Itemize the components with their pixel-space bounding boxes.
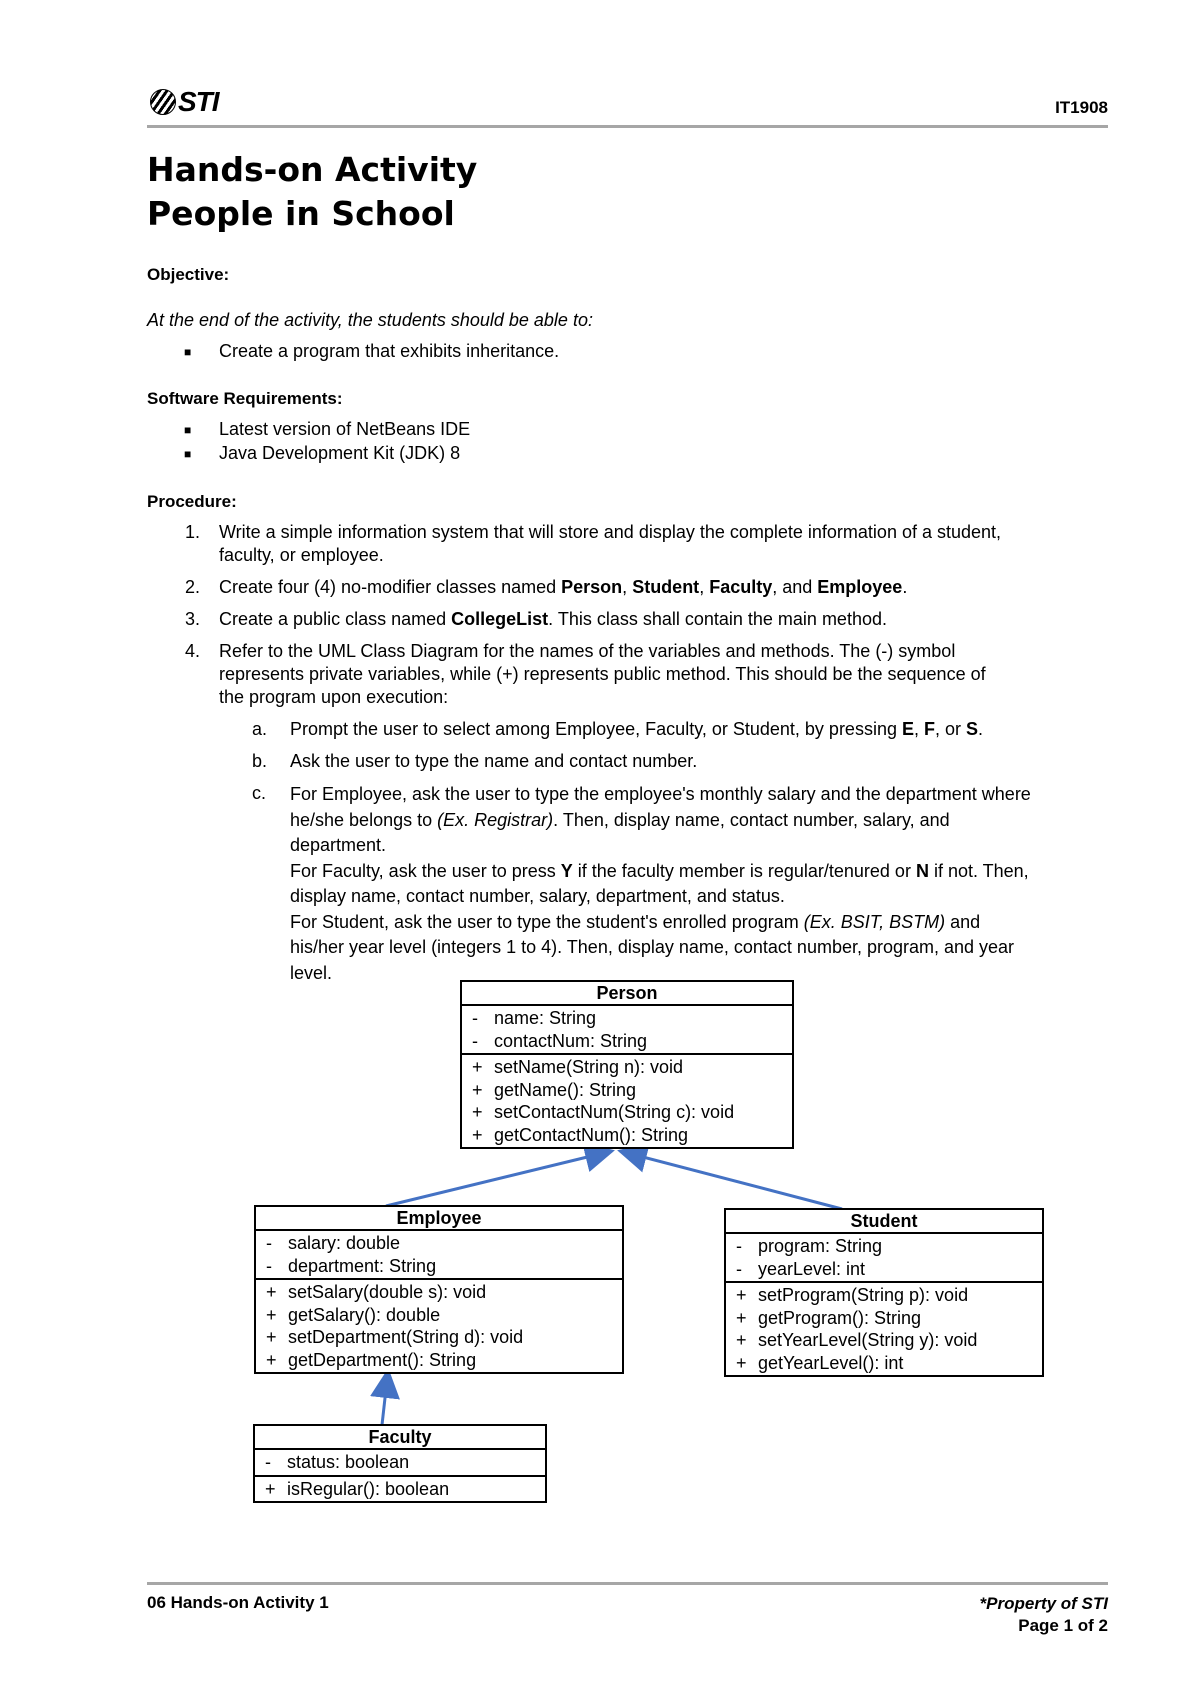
sub-letter: a. <box>252 719 268 739</box>
footer-property: *Property of STI <box>979 1594 1108 1613</box>
employee-to-person-arrow <box>386 1151 612 1206</box>
step-4c: For Employee, ask the user to type the employee's monthly salary and the department where he/she belongs to (Ex. Registrar). Then, display name, contact number, salary, and department. For Faculty, ask the user to press Y if the faculty member is regular/tenured or N if not. Then, display name, contact number, salary, department, and status. For Student, ask the user to type the student's enrolled program (Ex. BSIT, BSTM) and his/her year level (integers 1 to 4). Then, display name, contact number, program, and year level. <box>290 784 1031 983</box>
uml-class-name: Employee <box>256 1207 622 1231</box>
step-4-line-1: Refer to the UML Class Diagram for the names of the variables and methods. The (-) symbol <box>219 641 956 661</box>
uml-class-name: Student <box>726 1210 1042 1234</box>
step-4-line-2: represents private variables, while (+) represents public method. This should be the sequence of <box>219 664 986 684</box>
class-name-collegelist: CollegeList <box>451 609 549 629</box>
step-1-line-2: faculty, or employee. <box>219 545 384 565</box>
uml-class-person <box>460 980 794 1149</box>
class-name-person: Person <box>561 577 623 597</box>
class-name-faculty: Faculty <box>709 577 773 597</box>
title-line-1: Hands-on Activity <box>147 150 478 189</box>
software-item: Latest version of NetBeans IDE <box>219 419 471 439</box>
uml-class-employee <box>254 1205 624 1374</box>
sub-letter: c. <box>252 783 267 803</box>
step-2: Create four (4) no-modifier classes named Person, Student, Faculty, and Employee. <box>219 577 908 597</box>
footer-page-number: Page 1 of 2 <box>1018 1616 1108 1635</box>
bullet-icon: ■ <box>184 345 192 359</box>
step-3: Create a public class named CollegeList. This class shall contain the main method. <box>219 609 887 629</box>
class-name-student: Student <box>632 577 700 597</box>
uml-class-student <box>724 1208 1044 1377</box>
step-number: 1. <box>184 522 200 542</box>
uml-attributes: - status: boolean <box>255 1450 545 1477</box>
uml-methods: + isRegular(): boolean <box>265 1478 450 1499</box>
step-4-line-3: the program upon execution: <box>219 687 449 707</box>
uml-methods: + setSalary(double s): void + getSalary(): double + setDepartment(String d): void + getDepartment(): String <box>266 1282 524 1370</box>
step-4a: Prompt the user to select among Employee, Faculty, or Student, by pressing E, F, or S. <box>290 719 984 739</box>
course-code: IT1908 <box>1055 98 1108 117</box>
uml-methods: + setProgram(String p): void + getProgram(): String + setYearLevel(String y): void + getYearLevel(): int <box>736 1285 978 1373</box>
logo-text: STI <box>178 86 219 117</box>
uml-attributes: - salary: double - department: String <box>256 1231 622 1280</box>
student-to-person-arrow <box>620 1151 842 1209</box>
uml-methods: + setName(String n): void + getName(): String + setContactNum(String c): void + getContactNum(): String <box>472 1057 735 1145</box>
step-number: 4. <box>184 641 200 661</box>
procedure-heading: Procedure: <box>147 492 237 511</box>
class-name-employee: Employee <box>817 577 903 597</box>
footer-rule <box>147 1582 1108 1585</box>
objective-intro: At the end of the activity, the students should be able to: <box>147 310 593 330</box>
uml-attributes: - program: String - yearLevel: int <box>726 1234 1042 1283</box>
uml-attributes: - name: String - contactNum: String <box>462 1006 792 1055</box>
objective-item: Create a program that exhibits inheritance. <box>219 341 560 361</box>
step-1-line-1: Write a simple information system that will store and display the complete information of a student, <box>219 522 1002 542</box>
uml-class-name: Faculty <box>255 1426 545 1450</box>
footer-doc-title: 06 Hands-on Activity 1 <box>147 1593 329 1612</box>
objective-heading: Objective: <box>147 265 230 284</box>
software-item: Java Development Kit (JDK) 8 <box>219 443 461 463</box>
bullet-icon: ■ <box>184 447 192 461</box>
step-4b: Ask the user to type the name and contact number. <box>290 751 698 771</box>
footer-right <box>980 1593 1108 1637</box>
faculty-to-employee-arrow <box>382 1371 388 1425</box>
uml-class-faculty <box>253 1424 547 1503</box>
sub-letter: b. <box>252 751 268 771</box>
bullet-icon: ■ <box>184 423 192 437</box>
title-line-2: People in School <box>147 194 455 233</box>
step-number: 3. <box>184 609 200 629</box>
step-number: 2. <box>184 577 200 597</box>
software-heading: Software Requirements: <box>147 389 343 408</box>
uml-class-name: Person <box>462 982 792 1006</box>
